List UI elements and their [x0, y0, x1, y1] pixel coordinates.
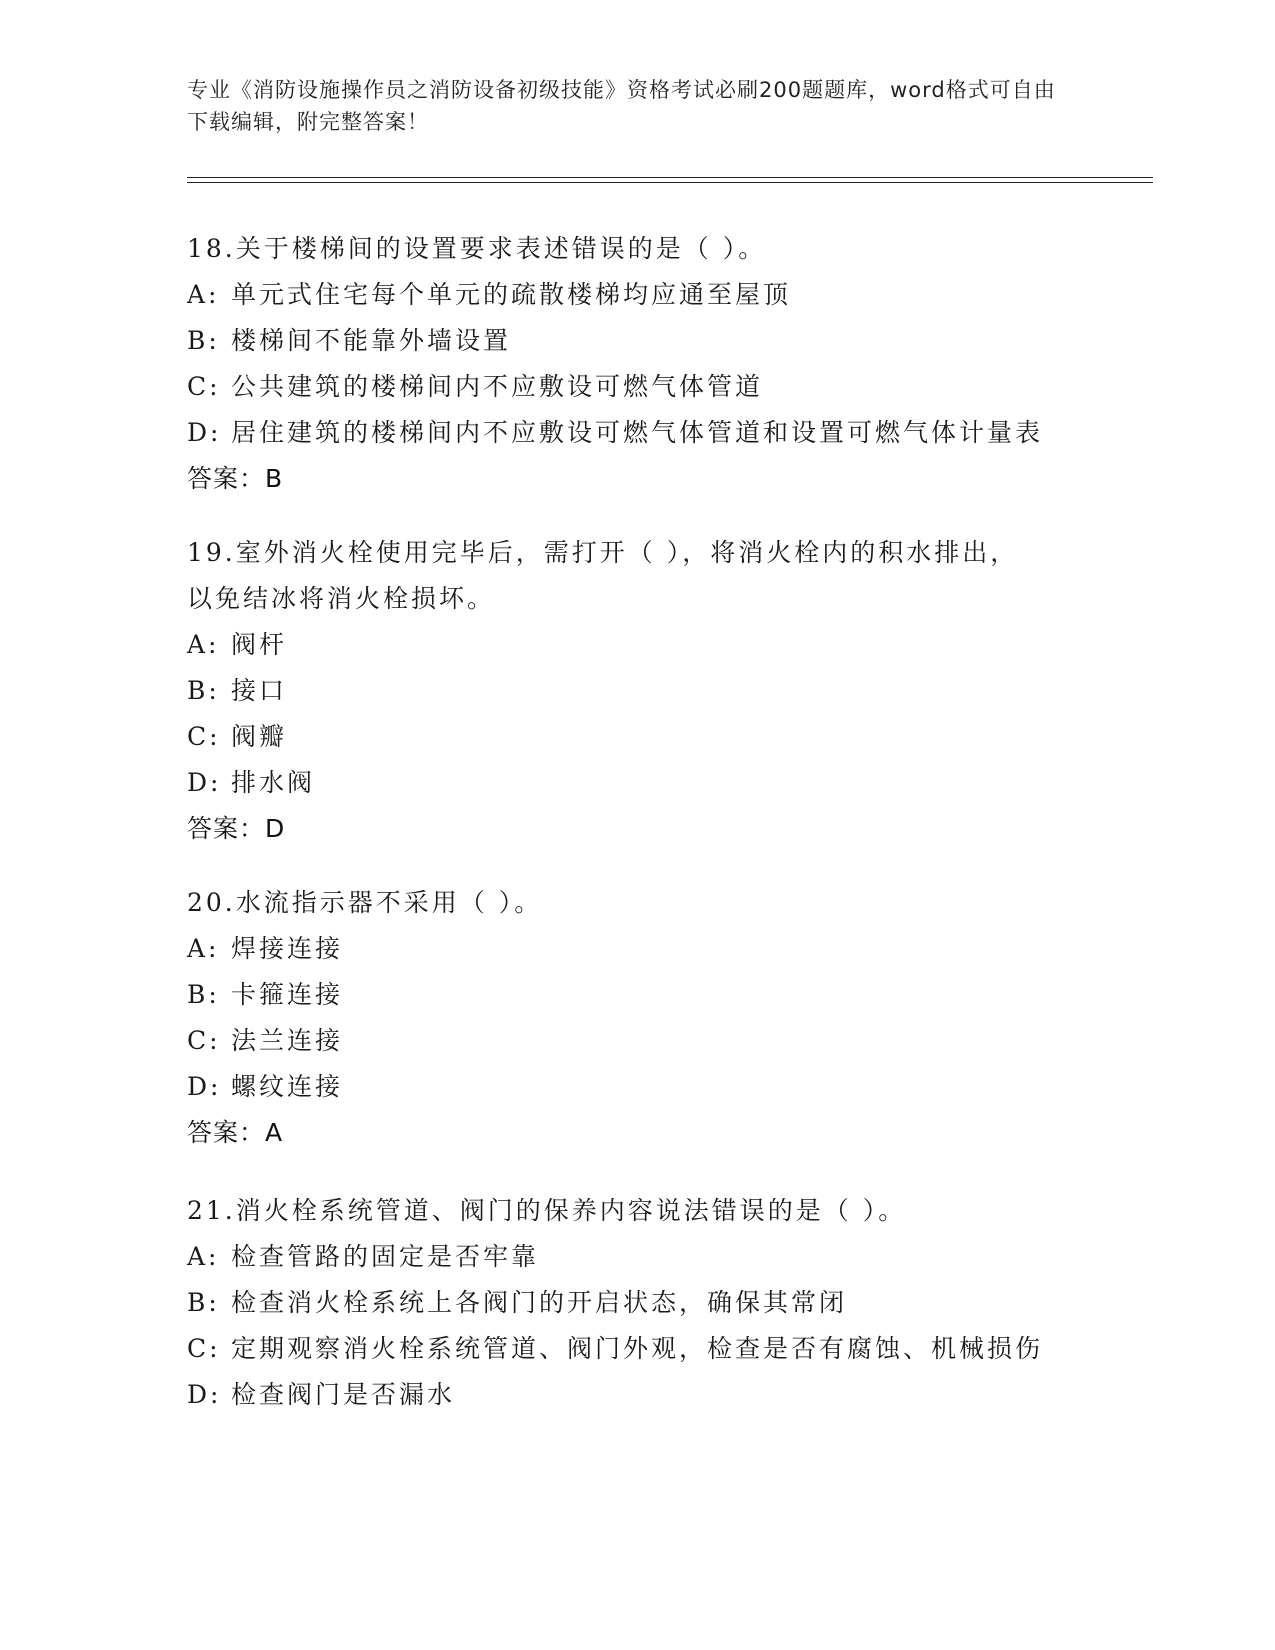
- option-text: 单元式住宅每个单元的疏散楼梯均应通至屋顶: [231, 280, 792, 309]
- option-a: [187, 622, 1087, 668]
- question-21: [187, 1188, 1087, 1418]
- option-text: 螺纹连接: [231, 1072, 344, 1101]
- option-key: B:: [187, 326, 220, 355]
- option-d: [187, 1064, 1087, 1110]
- option-key: A:: [187, 630, 220, 659]
- option-text: 焊接连接: [231, 934, 344, 963]
- question-stem: 18.关于楼梯间的设置要求表述错误的是（ ）。: [187, 234, 767, 263]
- option-text: 排水阀: [231, 768, 316, 797]
- option-text: 阀瓣: [231, 722, 288, 751]
- option-key: D:: [187, 1380, 222, 1409]
- option-c: [187, 1326, 1087, 1372]
- question-20: [187, 880, 1087, 1156]
- option-c: [187, 364, 1087, 410]
- option-a: [187, 1234, 1087, 1280]
- option-key: D:: [187, 1072, 222, 1101]
- option-key: A:: [187, 1242, 220, 1271]
- option-text: 法兰连接: [231, 1026, 344, 1055]
- option-d: [187, 1372, 1087, 1418]
- header-divider-bottom: [187, 182, 1153, 183]
- option-text: 检查阀门是否漏水: [231, 1380, 456, 1409]
- option-key: B:: [187, 1288, 220, 1317]
- option-key: B:: [187, 676, 220, 705]
- option-key: C:: [187, 1026, 221, 1055]
- option-key: C:: [187, 1334, 221, 1363]
- option-a: [187, 272, 1087, 318]
- option-d: [187, 410, 1087, 456]
- question-19: [187, 530, 1087, 852]
- option-text: 卡箍连接: [231, 980, 344, 1009]
- option-c: [187, 1018, 1087, 1064]
- answer-line: 答案：D: [187, 814, 286, 843]
- answer-line: 答案：A: [187, 1118, 284, 1147]
- question-stem: 21.消火栓系统管道、阀门的保养内容说法错误的是（ ）。: [187, 1196, 907, 1225]
- option-b: [187, 318, 1087, 364]
- option-text: 接口: [231, 676, 288, 705]
- option-key: B:: [187, 980, 220, 1009]
- option-text: 检查管路的固定是否牢靠: [231, 1242, 540, 1271]
- option-text: 楼梯间不能靠外墙设置: [231, 326, 512, 355]
- option-text: 阀杆: [231, 630, 288, 659]
- option-key: D:: [187, 418, 222, 447]
- option-key: A:: [187, 280, 220, 309]
- option-c: [187, 714, 1087, 760]
- question-18: [187, 226, 1087, 502]
- option-key: D:: [187, 768, 222, 797]
- option-b: [187, 972, 1087, 1018]
- option-key: C:: [187, 722, 221, 751]
- option-text: 检查消火栓系统上各阀门的开启状态，确保其常闭: [231, 1288, 848, 1317]
- option-text: 公共建筑的楼梯间内不应敷设可燃气体管道: [231, 372, 764, 401]
- header-divider-top: [187, 177, 1153, 178]
- option-key: C:: [187, 372, 221, 401]
- document-header: 专业《消防设施操作员之消防设备初级技能》资格考试必刷200题题库，word格式可自由下载编辑，附完整答案！: [187, 78, 1056, 134]
- question-stem: 20.水流指示器不采用（ ）。: [187, 888, 543, 917]
- option-text: 居住建筑的楼梯间内不应敷设可燃气体管道和设置可燃气体计量表: [231, 418, 1044, 447]
- answer-line: 答案：B: [187, 464, 284, 493]
- question-stem: 19.室外消火栓使用完毕后，需打开（ ），将消火栓内的积水排出，以免结冰将消火栓损坏。: [187, 538, 1019, 613]
- option-b: [187, 668, 1087, 714]
- option-key: A:: [187, 934, 220, 963]
- option-d: [187, 760, 1087, 806]
- option-text: 定期观察消火栓系统管道、阀门外观，检查是否有腐蚀、机械损伤: [231, 1334, 1044, 1363]
- option-a: [187, 926, 1087, 972]
- option-b: [187, 1280, 1087, 1326]
